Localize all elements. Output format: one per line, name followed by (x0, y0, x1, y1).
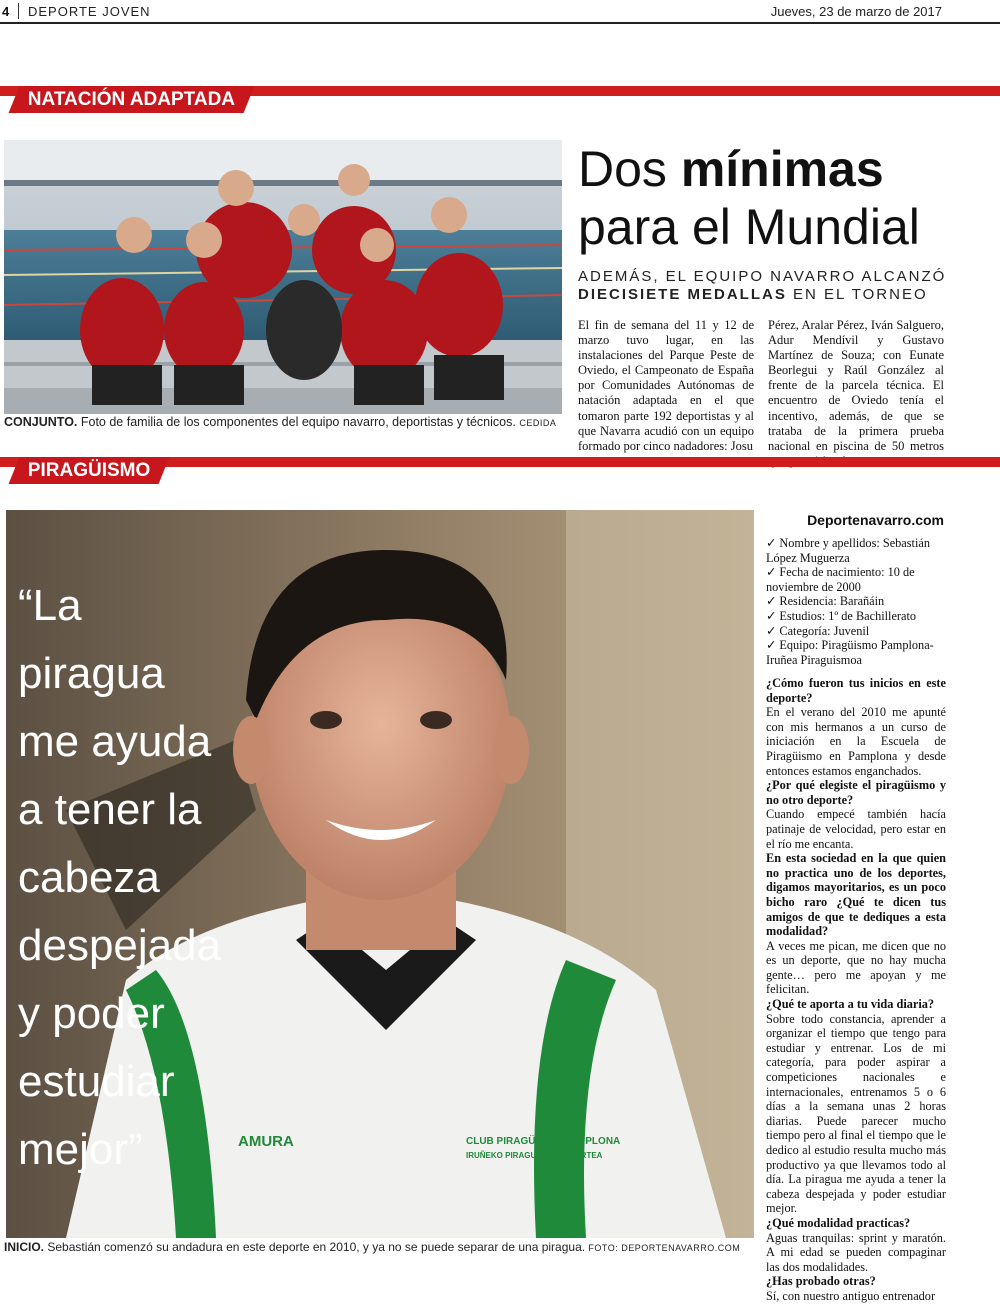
site-name: Deportenavarro.com (807, 512, 944, 528)
fact-item: ✓ Nombre y apellidos: Sebastián López Muguerza (766, 536, 930, 565)
header-rule (0, 22, 1000, 24)
team-photo (4, 140, 562, 414)
interview-question: ¿Qué modalidad practicas? (766, 1215, 911, 1230)
section-tag-piraguismo: PIRAGÜISMO (9, 457, 170, 484)
caption-lead: CONJUNTO. (4, 415, 78, 429)
article-column-2: Pérez, Aralar Pérez, Iván Salguero, Adur Mendívil y Gustavo Martínez de Souza; con Eunate Beorlegui y Raúl González al frente de la parcela técnica. El encuentro de Oviedo tenía el incentivo, además, de que se trataba de la primera prueba nacional en piscina de 50 metros (768, 318, 944, 453)
page-number: 4 (2, 4, 10, 19)
caption-text: Sebastián comenzó su andadura en este deporte en 2010, y ya no se puede separar de una piragua. (44, 1240, 586, 1254)
fact-item: ✓ Estudios: 1º de Bachillerato (766, 608, 917, 623)
interview-question: ¿Por qué elegiste el piragüismo y no otro deporte? (766, 778, 946, 807)
interview-question: En esta sociedad en la que quien no practica uno de los deportes, digamos mayoritarios, es un poco bicho raro ¿Qué te dicen tus amigos de que te dediques a esta modalidad? (766, 851, 946, 939)
caption-text: Foto de familia de los componentes del equipo navarro, deportistas y técnicos. (77, 415, 516, 429)
headline: Dos mínimas para el Mundial (578, 141, 920, 255)
caption-credit: CEDIDA (519, 418, 557, 428)
section-name: DEPORTE JOVEN (28, 4, 151, 19)
fact-item: ✓ Categoría: Juvenil (766, 623, 870, 638)
interview (766, 676, 946, 1304)
photo-caption-2 (4, 1240, 764, 1254)
shirt-club-basque: IRUÑEKO PIRAGUISMO ELKARTEA (466, 1151, 603, 1160)
photo-caption-1 (4, 415, 564, 429)
caption-lead: INICIO. (4, 1240, 45, 1254)
interview-answer: A veces me pican, me dicen que no es un deporte, que no hay mucha gente… pero me apoyan y me felicitan. (766, 938, 946, 997)
interview-answer: Aguas tranquilas: sprint y maratón. A mi edad se pueden compaginar las dos modalidades. (766, 1230, 946, 1274)
deck: ADEMÁS, EL EQUIPO NAVARRO ALCANZÓ DIECISIETE MEDALLAS EN EL TORNEO (578, 268, 947, 303)
caption-credit: FOTO: DEPORTENAVARRO.COM (588, 1243, 741, 1253)
interview-question: ¿Has probado otras? (766, 1274, 876, 1289)
interview-question: ¿Cómo fueron tus inicios en este deporte? (766, 676, 946, 705)
fact-item: ✓ Equipo: Piragüismo Pamplona-Iruñea Piraguismoa (766, 638, 934, 667)
interview-answer: Sobre todo constancia, aprender a organizar el tiempo que tengo para estudiar y entrenar. Los de mi categoría, para poder aspirar a competiciones nacionales e internacionales, entrenamos 5 o 6 días a la semana unas 2 horas diarias. Puede parecer mucho tiempo pero al final el tiempo que le dedico al estudio resulta mucho más productivo ya que llevamos todo al día. La piragua me ayuda a tener la cabeza despejada y poder estudiar mejor. (766, 1011, 946, 1216)
interview-question: ¿Qué te aporta a tu vida diaria? (766, 997, 935, 1012)
section-tag-natacion: NATACIÓN ADAPTADA (9, 86, 255, 113)
fact-item: ✓ Fecha de nacimiento: 10 de noviembre de 2000 (766, 565, 915, 594)
article-column-1: El fin de semana del 11 y 12 de marzo tuvo lugar, en las instalaciones del Parque Peste de Oviedo, el Campeonato de España por Comunidades Autónomas de natación adaptada en el que tomaron parte 192 deportistas y al que Navarra acudió con un equipo formado por cinco nadadores: Josu (578, 318, 754, 453)
fact-item: ✓ Residencia: Barañáin (766, 594, 885, 609)
interview-answer: En el verano del 2010 me apunté con mis hermanos a un curso de iniciación en la Escuela de Piragüismo en Pamplona y desde entonces estamos enganchados. (766, 705, 946, 778)
issue-date: Jueves, 23 de marzo de 2017 (770, 4, 942, 19)
shirt-logo: AMURA (238, 1133, 294, 1150)
header-separator (18, 3, 19, 19)
pull-quote: “La piragua me ayuda a tener la cabeza despejada y poder estudiar mejor” (18, 581, 222, 1174)
fact-list (766, 536, 946, 667)
interview-answer: Cuando empecé también hacía patinaje de velocidad, pero estar en el río me encanta. (766, 807, 946, 851)
shirt-club-name: CLUB PIRAGÜISMO PAMPLONA (466, 1136, 621, 1147)
interview-answer: Sí, con nuestro antiguo entrenador (766, 1288, 936, 1303)
